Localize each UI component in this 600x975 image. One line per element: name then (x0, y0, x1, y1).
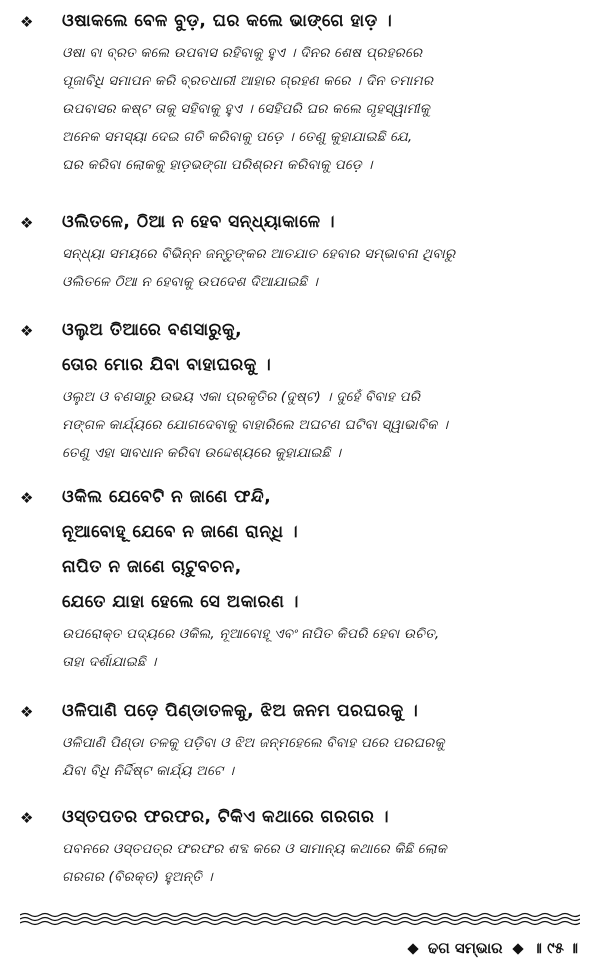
explanation-line: ପୂଜାବିଧି ସମାପନ କରି ବ୍ରତଧାରୀ ଆହାର ଗ୍ରହଣ କରେ । ଦିନ ତମାମର (62, 73, 434, 89)
bullet-icon: ❖ (20, 13, 34, 31)
proverb-line: ନୂଆବୋହୂ ଯେବେ ନ ଜାଣେ ରାନ୍ଧି । (62, 522, 299, 542)
proverb-line: ଓଳିପାଣି ପଡ଼େ ପିଣ୍ଡାତଳକୁ, ଝିଅ ଜନମ ପରଘରକୁ । (62, 701, 419, 721)
bullet-icon: ❖ (20, 322, 34, 340)
page-number: ॥ ୯୫ ॥ (533, 939, 578, 957)
explanation-line: ଓଳିପାଣି ପିଣ୍ଡା ତଳକୁ ପଡ଼ିବା ଓ ଝିଅ ଜନ୍ମହେଲେ ବିବାହ ପରେ ପରଘରକୁ (62, 735, 445, 751)
explanation-line: ଗରଗର (ବିରକ୍ତ) ହୁଅନ୍ତି । (62, 869, 213, 885)
proverb-entry-2 (0, 205, 600, 296)
proverb-entry-5 (0, 694, 600, 785)
proverb-entry-1 (0, 4, 600, 179)
explanation-line: ଉପରୋକ୍ତ ପଦ୍ୟରେ ଓକିଲ, ନୂଆବୋହୂ ଏବଂ ନାପିତ କିପରି ହେବା ଉଚିତ, (62, 626, 440, 642)
explanation-line: ଓଷା ବା ବ୍ରତ କଲେ ଉପବାସ ରହିବାକୁ ହୁଏ । ଦିନର ଶେଷ ପ୍ରହରରେ (62, 45, 423, 61)
proverb-line: ତୋର ମୋର ଯିବା ବାହାଘରକୁ । (62, 355, 272, 375)
proverb-entry-4 (0, 480, 600, 676)
explanation-line: ଓଲିତଳେ ଠିଆ ନ ହେବାକୁ ଉପଦେଶ ଦିଆଯାଇଛି । (62, 274, 319, 290)
book-title: ଢଗ ସମ୍ଭାର (427, 939, 503, 957)
explanation-line: ଅନେକ ସମସ୍ୟା ଦେଇ ଗତି କରିବାକୁ ପଡ଼େ । ତେଣୁ କୁହାଯାଇଛି ଯେ, (62, 129, 413, 145)
proverb-line: ଓସ୍ତପତର ଫରଫର, ଟିକିଏ କଥାରେ ଗରଗର । (62, 807, 389, 827)
proverb-line: ଓଲିତଳେ, ଠିଆ ନ ହେବ ସନ୍ଧ୍ୟାକାଳେ । (62, 212, 336, 232)
diamond-icon (512, 943, 523, 954)
bullet-icon: ❖ (20, 703, 34, 721)
proverb-entry-6 (0, 800, 600, 891)
proverb-line: ଓକିଲ ଯେବେଟି ନ ଜାଣେ ଫନ୍ଦି, (62, 487, 272, 507)
wave-divider (20, 912, 580, 926)
proverb-entry-3 (0, 313, 600, 467)
proverb-line: ଓଲୁଅ ତିଆରେ ବଣସାରୁକୁ, (62, 320, 243, 340)
explanation-line: ଘର କରିବା ଲୋକକୁ ହାଡ଼ଭଙ୍ଗା ପରିଶ୍ରମ କରିବାକୁ ପଡ଼େ । (62, 157, 373, 173)
explanation-line: ତାହା ଦର୍ଶାଯାଇଛି । (62, 654, 157, 670)
bullet-icon: ❖ (20, 809, 34, 827)
explanation-line: ଯିବା ବିଧି ନିର୍ଦ୍ଦିଷ୍ଟ କାର୍ଯ୍ୟ ଅଟେ । (62, 763, 235, 779)
page-footer (403, 936, 578, 960)
proverb-line: ନାପିତ ନ ଜାଣେ ଚାଟୁବଚନ, (62, 557, 242, 577)
explanation-line: ଓଲୁଅ ଓ ବଣସାରୁ ଉଭୟ ଏକା ପ୍ରକୃତିର (ଦୁଷ୍ଟ) । ଦୁହେଁ ବିବାହ ପରି (62, 389, 421, 405)
proverb-line: ଓଷାକଲେ ବେଳ ବୁଡ଼, ଘର କଲେ ଭାଙ୍ଗେ ହାଡ଼ । (62, 11, 393, 31)
explanation-line: ପବନରେ ଓସ୍ତପତ୍ର ଫରଫର ଶବ୍ଦ କରେ ଓ ସାମାନ୍ୟ କଥାରେ କିଛି ଲୋକ (62, 841, 447, 857)
explanation-line: ସନ୍ଧ୍ୟା ସମୟରେ ବିଭିନ୍ନ ଜନ୍ତୁଙ୍କର ଆତଯାତ ହେବାର ସମ୍ଭାବନା ଥିବାରୁ (62, 246, 456, 262)
bullet-icon: ❖ (20, 489, 34, 507)
diamond-icon (407, 943, 418, 954)
explanation-line: ମଙ୍ଗଳ କାର୍ଯ୍ୟରେ ଯୋଗଦେବାକୁ ବାହାରିଲେ ଅଘଟଣ ଘଟିବା ସ୍ୱାଭାବିକ । (62, 417, 449, 433)
explanation-line: ଉପବାସର କଷ୍ଟ ତାକୁ ସହିବାକୁ ହୁଏ । ସେହିପରି ଘର କଲେ ଗୃହସ୍ୱାମୀକୁ (62, 101, 430, 117)
explanation-line: ତେଣୁ ଏହା ସାବଧାନ କରିବା ଉଦ୍ଦେଶ୍ୟରେ କୁହାଯାଇଛି । (62, 445, 342, 461)
proverb-line: ଯେତେ ଯାହା ହେଲେ ସେ ଅକାରଣ । (62, 592, 299, 612)
bullet-icon: ❖ (20, 214, 34, 232)
